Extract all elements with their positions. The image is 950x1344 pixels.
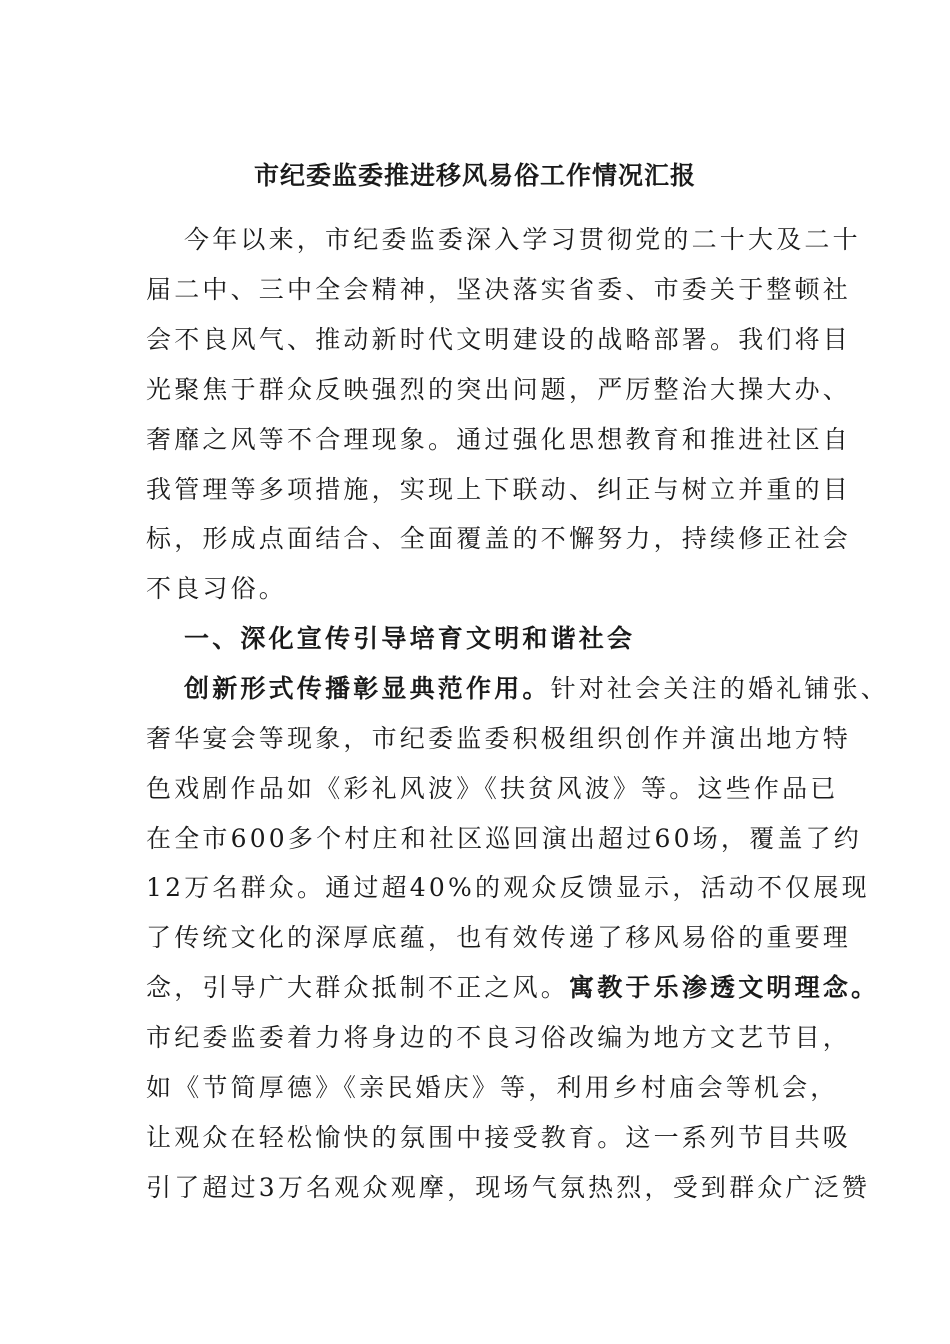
lead-bold-text: 创新形式传播彰显典范作用。 [184, 674, 551, 703]
paragraph-line: 在全市600多个村庄和社区巡回演出超过60场，覆盖了约 [146, 824, 862, 853]
paragraph-line: 标，形成点面结合、全面覆盖的不懈努力，持续修正社会 [146, 524, 852, 553]
paragraph-line: 光聚焦于群众反映强烈的突出问题，严厉整治大操大办、 [146, 375, 852, 404]
paragraph-line: 奢华宴会等现象，市纪委监委积极组织创作并演出地方特 [146, 724, 852, 753]
paragraph-line: 12万名群众。通过超40%的观众反馈显示，活动不仅展现 [146, 873, 870, 902]
paragraph-line: 让观众在轻松愉快的氛围中接受教育。这一系列节目共吸 [146, 1123, 852, 1152]
paragraph-line: 我管理等多项措施，实现上下联动、纠正与树立并重的目 [146, 475, 852, 504]
paragraph-line: 色戏剧作品如《彩礼风波》《扶贫风波》等。这些作品已 [146, 774, 839, 803]
paragraph-bold-text: 寓教于乐渗透文明理念。 [569, 973, 880, 1002]
section-lead-line [184, 671, 889, 707]
paragraph-line: 会不良风气、推动新时代文明建设的战略部署。我们将目 [146, 325, 852, 354]
paragraph-line: 引了超过3万名观众观摩，现场气氛热烈，受到群众广泛赞 [146, 1173, 871, 1202]
paragraph-line: 不良习俗。 [146, 574, 288, 603]
lead-plain-text: 针对社会关注的婚礼铺张、 [550, 674, 890, 703]
paragraph-line: 如《节简厚德》《亲民婚庆》等，利用乡村庙会等机会， [146, 1073, 839, 1102]
section-heading: 一、深化宣传引导培育文明和谐社会 [184, 624, 636, 653]
paragraph-line: 奢靡之风等不合理现象。通过强化思想教育和推进社区自 [146, 425, 852, 454]
paragraph-line: 届二中、三中全会精神，坚决落实省委、市委关于整顿社 [146, 275, 852, 304]
paragraph-line: 今年以来，市纪委监委深入学习贯彻党的二十大及二十 [184, 225, 861, 254]
paragraph-line: 了传统文化的深厚底蕴，也有效传递了移风易俗的重要理 [146, 923, 852, 952]
paragraph-plain-text: 念，引导广大群众抵制不正之风。 [146, 973, 570, 1002]
document-title: 市纪委监委推进移风易俗工作情况汇报 [253, 161, 696, 190]
paragraph-line [146, 970, 879, 1006]
paragraph-line: 市纪委监委着力将身边的不良习俗改编为地方文艺节目， [146, 1023, 852, 1052]
